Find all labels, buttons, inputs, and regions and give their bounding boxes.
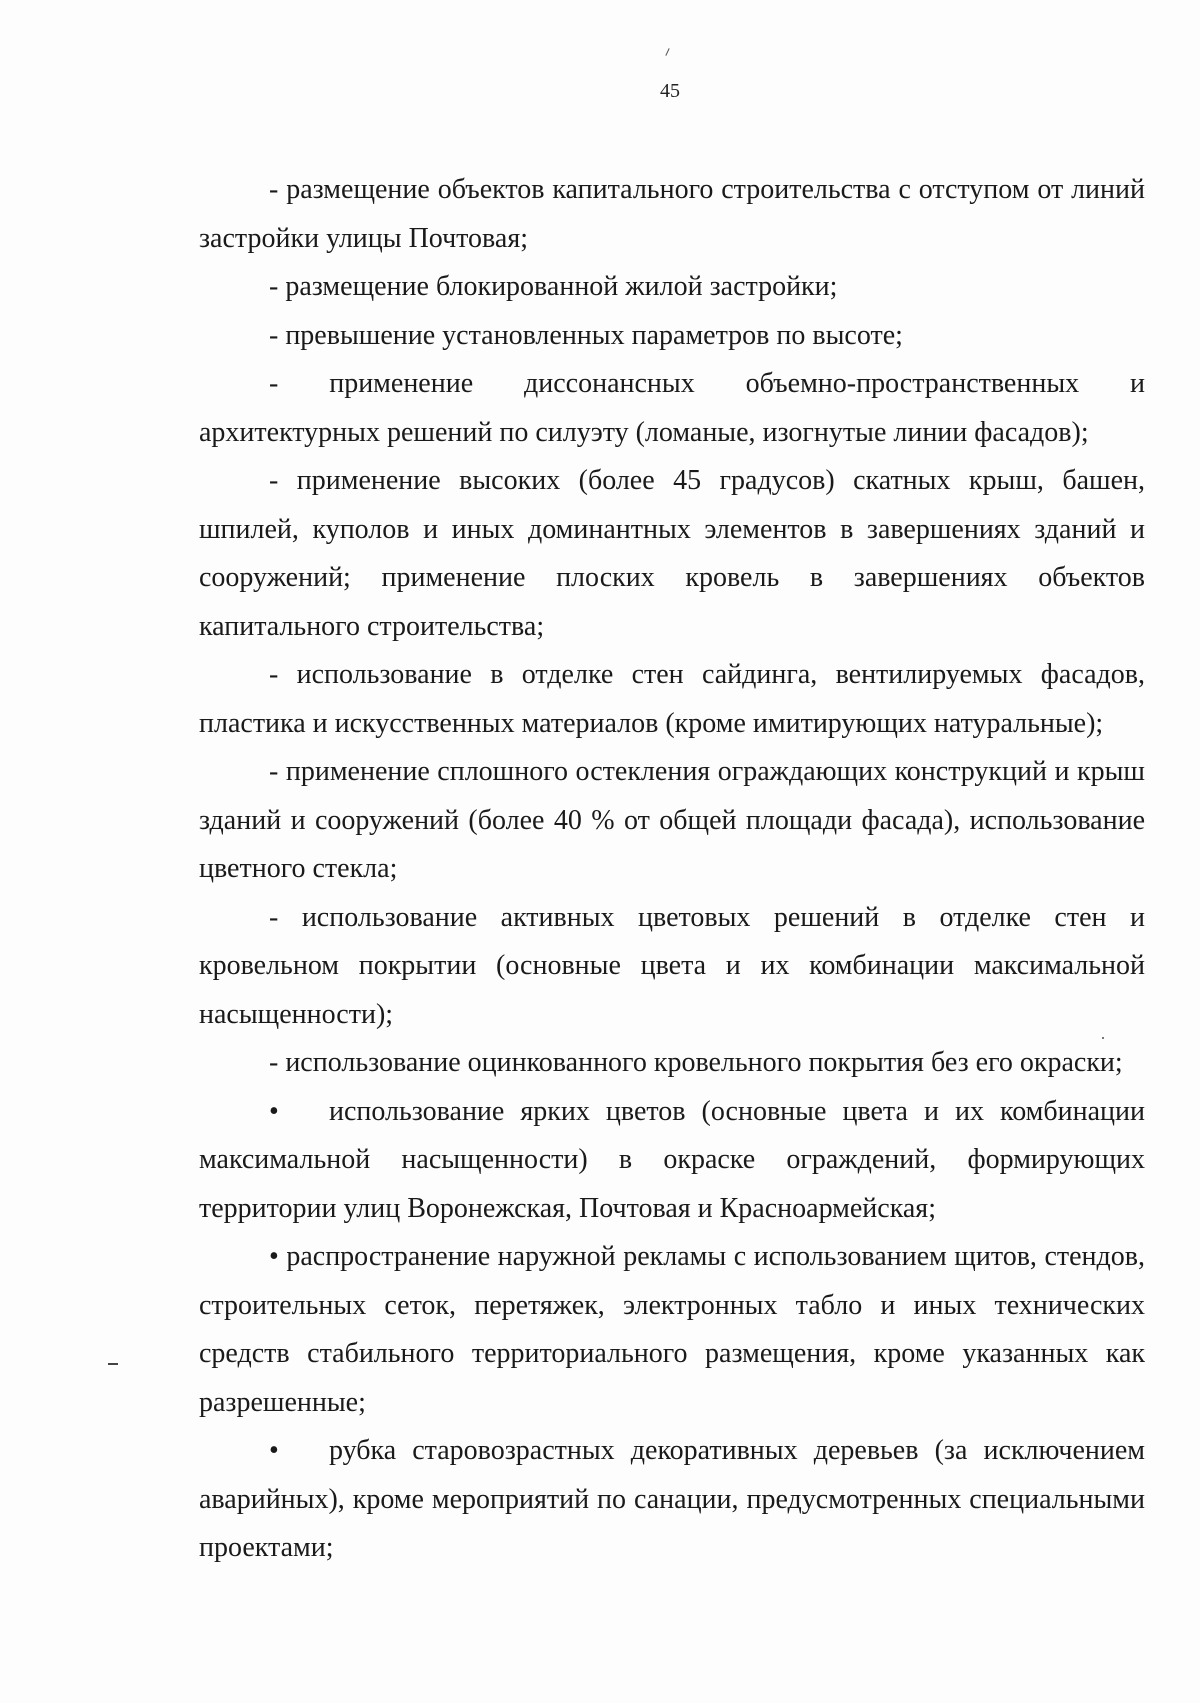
bullet-paragraph <box>199 1088 1145 1234</box>
paragraph: - использование активных цветовых решений в отделке стен и кровельном покрытии (основные цвета и их комбинации максимальной насыщенности); <box>199 901 1145 1030</box>
bullet-text: использование ярких цветов (основные цвета и их комбинации максимальной насыщенности) в окраске ограждений, формирующих территории улиц Воронежская, Почтовая и Красноармейская; <box>199 1095 1145 1224</box>
paragraph: - превышение установленных параметров по высоте; <box>269 319 903 351</box>
page-number: 45 <box>660 80 680 102</box>
paragraph: - размещение объектов капитального строительства с отступом от линий застройки улицы Почтовая; <box>199 174 1145 254</box>
paragraph: - применение сплошного остекления ограждающих конструкций и крыш зданий и сооружений (более 40 % от общей площади фасада), использование цветного стекла; <box>199 756 1145 884</box>
bullet-text: рубка старовозрастных декоративных деревьев (за исключением аварийных), кроме мероприятий по санации, предусмотренных специальными проектами; <box>199 1435 1145 1563</box>
scan-speck <box>1102 1037 1104 1039</box>
bullet-marker: • <box>269 1095 279 1127</box>
margin-dash-mark <box>108 1363 118 1365</box>
bullet-marker: • <box>269 1435 279 1466</box>
paragraph: • распространение наружной рекламы с использованием щитов, стендов, строительных сеток, перетяжек, электронных табло и иных технических средств стабильного территориального размещения, кроме указанных как разрешенные; <box>199 1241 1145 1418</box>
paragraph: - использование в отделке стен сайдинга, вентилируемых фасадов, пластика и искусственных материалов (кроме имитирующих натуральные); <box>199 659 1145 739</box>
paragraph: - применение высоких (более 45 градусов) скатных крыш, башен, шпилей, куполов и иных доминантных элементов в завершениях зданий и сооружений; применение плоских кровель в завершениях объектов капитального строительства; <box>199 465 1145 642</box>
body-text <box>199 166 1145 1573</box>
paragraph: - использование оцинкованного кровельного покрытия без его окраски; <box>269 1047 1123 1078</box>
scan-tick-mark <box>665 48 669 56</box>
paragraph: - применение диссонансных объемно-пространственных и архитектурных решений по силуэту (ломаные, изогнутые линии фасадов); <box>199 368 1145 448</box>
bullet-paragraph <box>199 1427 1145 1573</box>
paragraph: - размещение блокированной жилой застройки; <box>269 271 838 302</box>
